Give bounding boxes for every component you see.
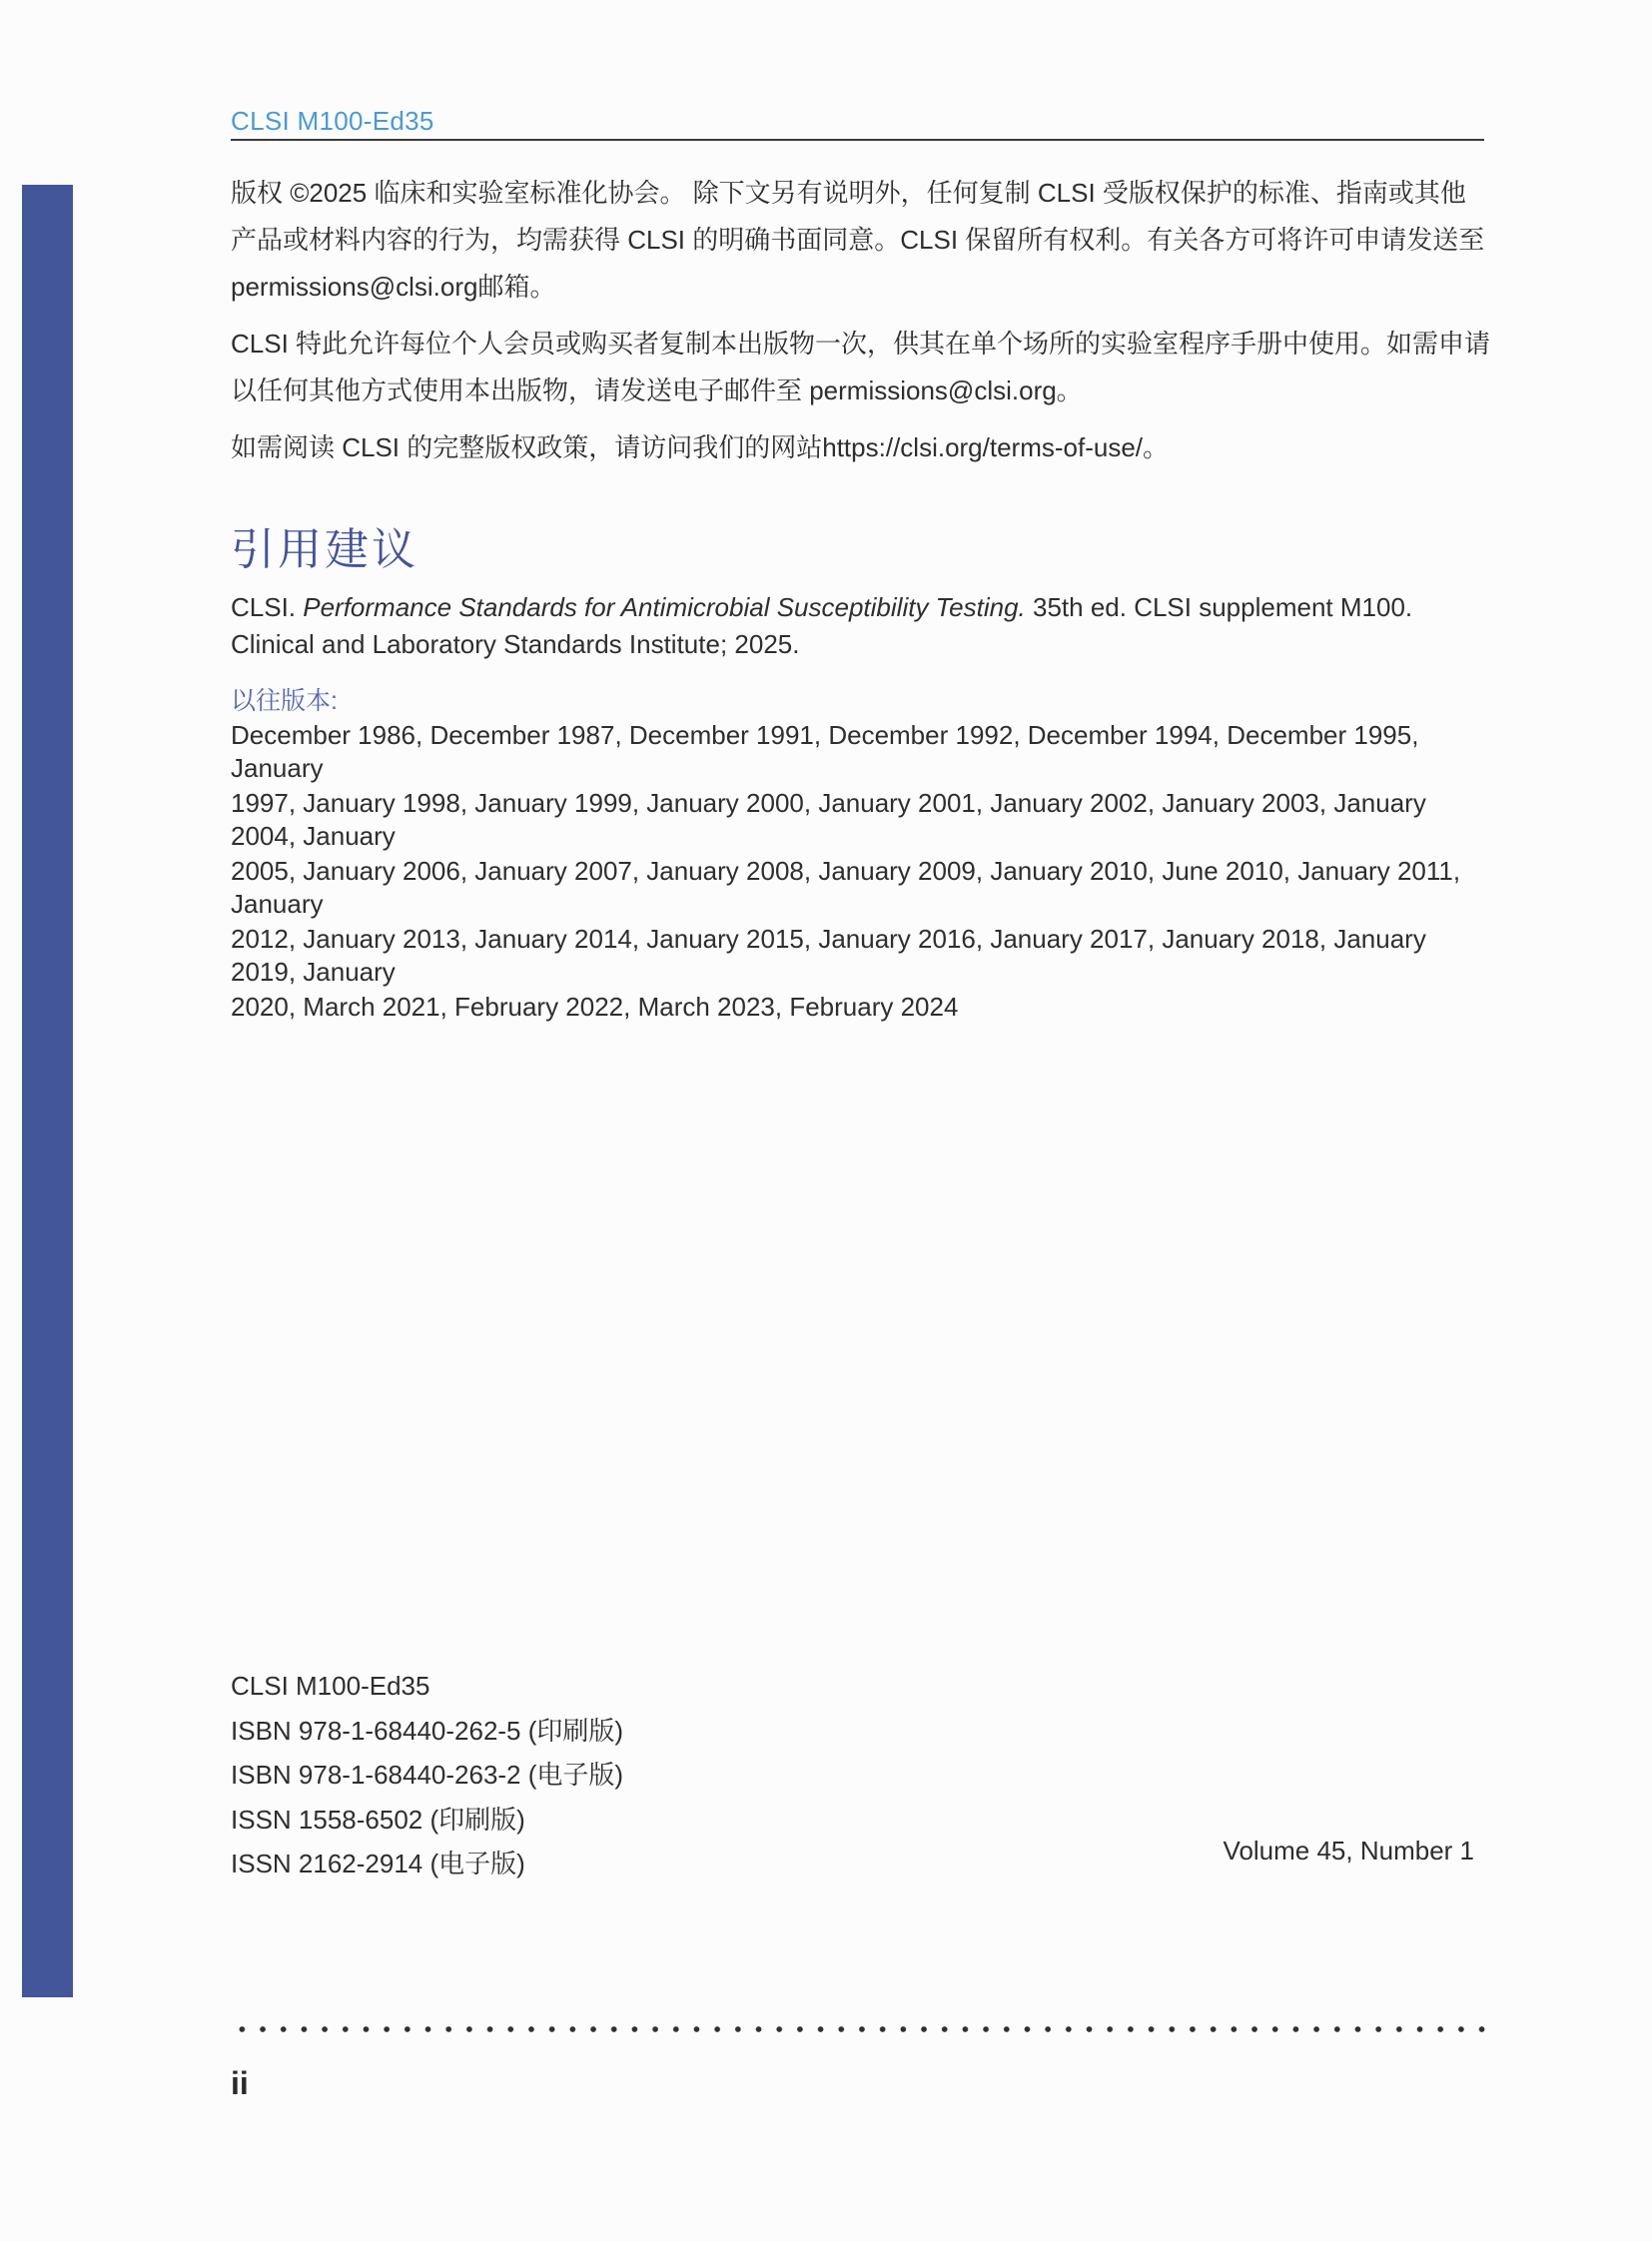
previous-editions-line: 2005, January 2006, January 2007, January 2008, January 2009, January 2010, June 2010, January 2011, January — [231, 856, 1461, 919]
publication-identifiers — [231, 1664, 623, 1886]
side-accent-bar — [22, 185, 73, 1997]
previous-editions-list — [231, 719, 1491, 1026]
citation-heading: 引用建议 — [231, 524, 418, 575]
running-head-text: CLSI M100-Ed35 — [231, 106, 434, 136]
copyright-paragraph: CLSI 特此允许每位个人会员或购买者复制本出版物一次，供其在单个场所的实验室程序手册中使用。如需申请以任何其他方式使用本出版物，请发送电子邮件至 permissions@clsi.org。 — [231, 329, 1491, 405]
copyright-paragraph: 版权 ©2025 临床和实验室标准化协会。 除下文另有说明外，任何复制 CLSI 受版权保护的标准、指南或其他产品或材料内容的行为，均需获得 CLSI 的明确书面同意。CLSI 保留所有权利。有关各方可将许可申请发送至 permissions@clsi.org邮箱。 — [231, 178, 1485, 302]
citation-text — [231, 589, 1491, 663]
isbn-print: ISBN 978-1-68440-262-5 (印刷版) — [231, 1715, 624, 1746]
isbn-electronic: ISBN 978-1-68440-263-2 (电子版) — [231, 1760, 624, 1790]
previous-editions-heading: 以往版本: — [231, 687, 338, 715]
citation-title: Performance Standards for Antimicrobial Susceptibility Testing. — [303, 592, 1026, 622]
issn-electronic: ISSN 2162-2914 (电子版) — [231, 1849, 525, 1878]
running-head — [231, 106, 1484, 141]
previous-editions-line: December 1986, December 1987, December 1991, December 1992, December 1994, December 1995, January — [231, 720, 1419, 783]
page-number: ii — [231, 2065, 249, 2101]
document-code: CLSI M100-Ed35 — [231, 1671, 430, 1701]
citation-prefix: CLSI. — [231, 592, 304, 622]
copyright-paragraph: 如需阅读 CLSI 的完整版权政策，请访问我们的网站https://clsi.org/terms-of-use/。 — [231, 432, 1170, 462]
previous-editions-line: 1997, January 1998, January 1999, January 2000, January 2001, January 2002, January 2003, January 2004, January — [231, 788, 1426, 851]
previous-editions-line: 2020, March 2021, February 2022, March 2023, February 2024 — [231, 992, 959, 1022]
issn-print: ISSN 1558-6502 (印刷版) — [231, 1804, 525, 1835]
dotted-divider — [232, 2025, 1492, 2033]
volume-number: Volume 45, Number 1 — [1223, 1836, 1474, 1866]
previous-editions-line: 2012, January 2013, January 2014, January 2015, January 2016, January 2017, January 2018, January 2019, January — [231, 924, 1426, 987]
copyright-notice — [231, 170, 1491, 481]
citation-suffix: 35th ed. CLSI supplement M100. Clinical and Laboratory Standards Institute; 2025. — [231, 592, 1413, 659]
